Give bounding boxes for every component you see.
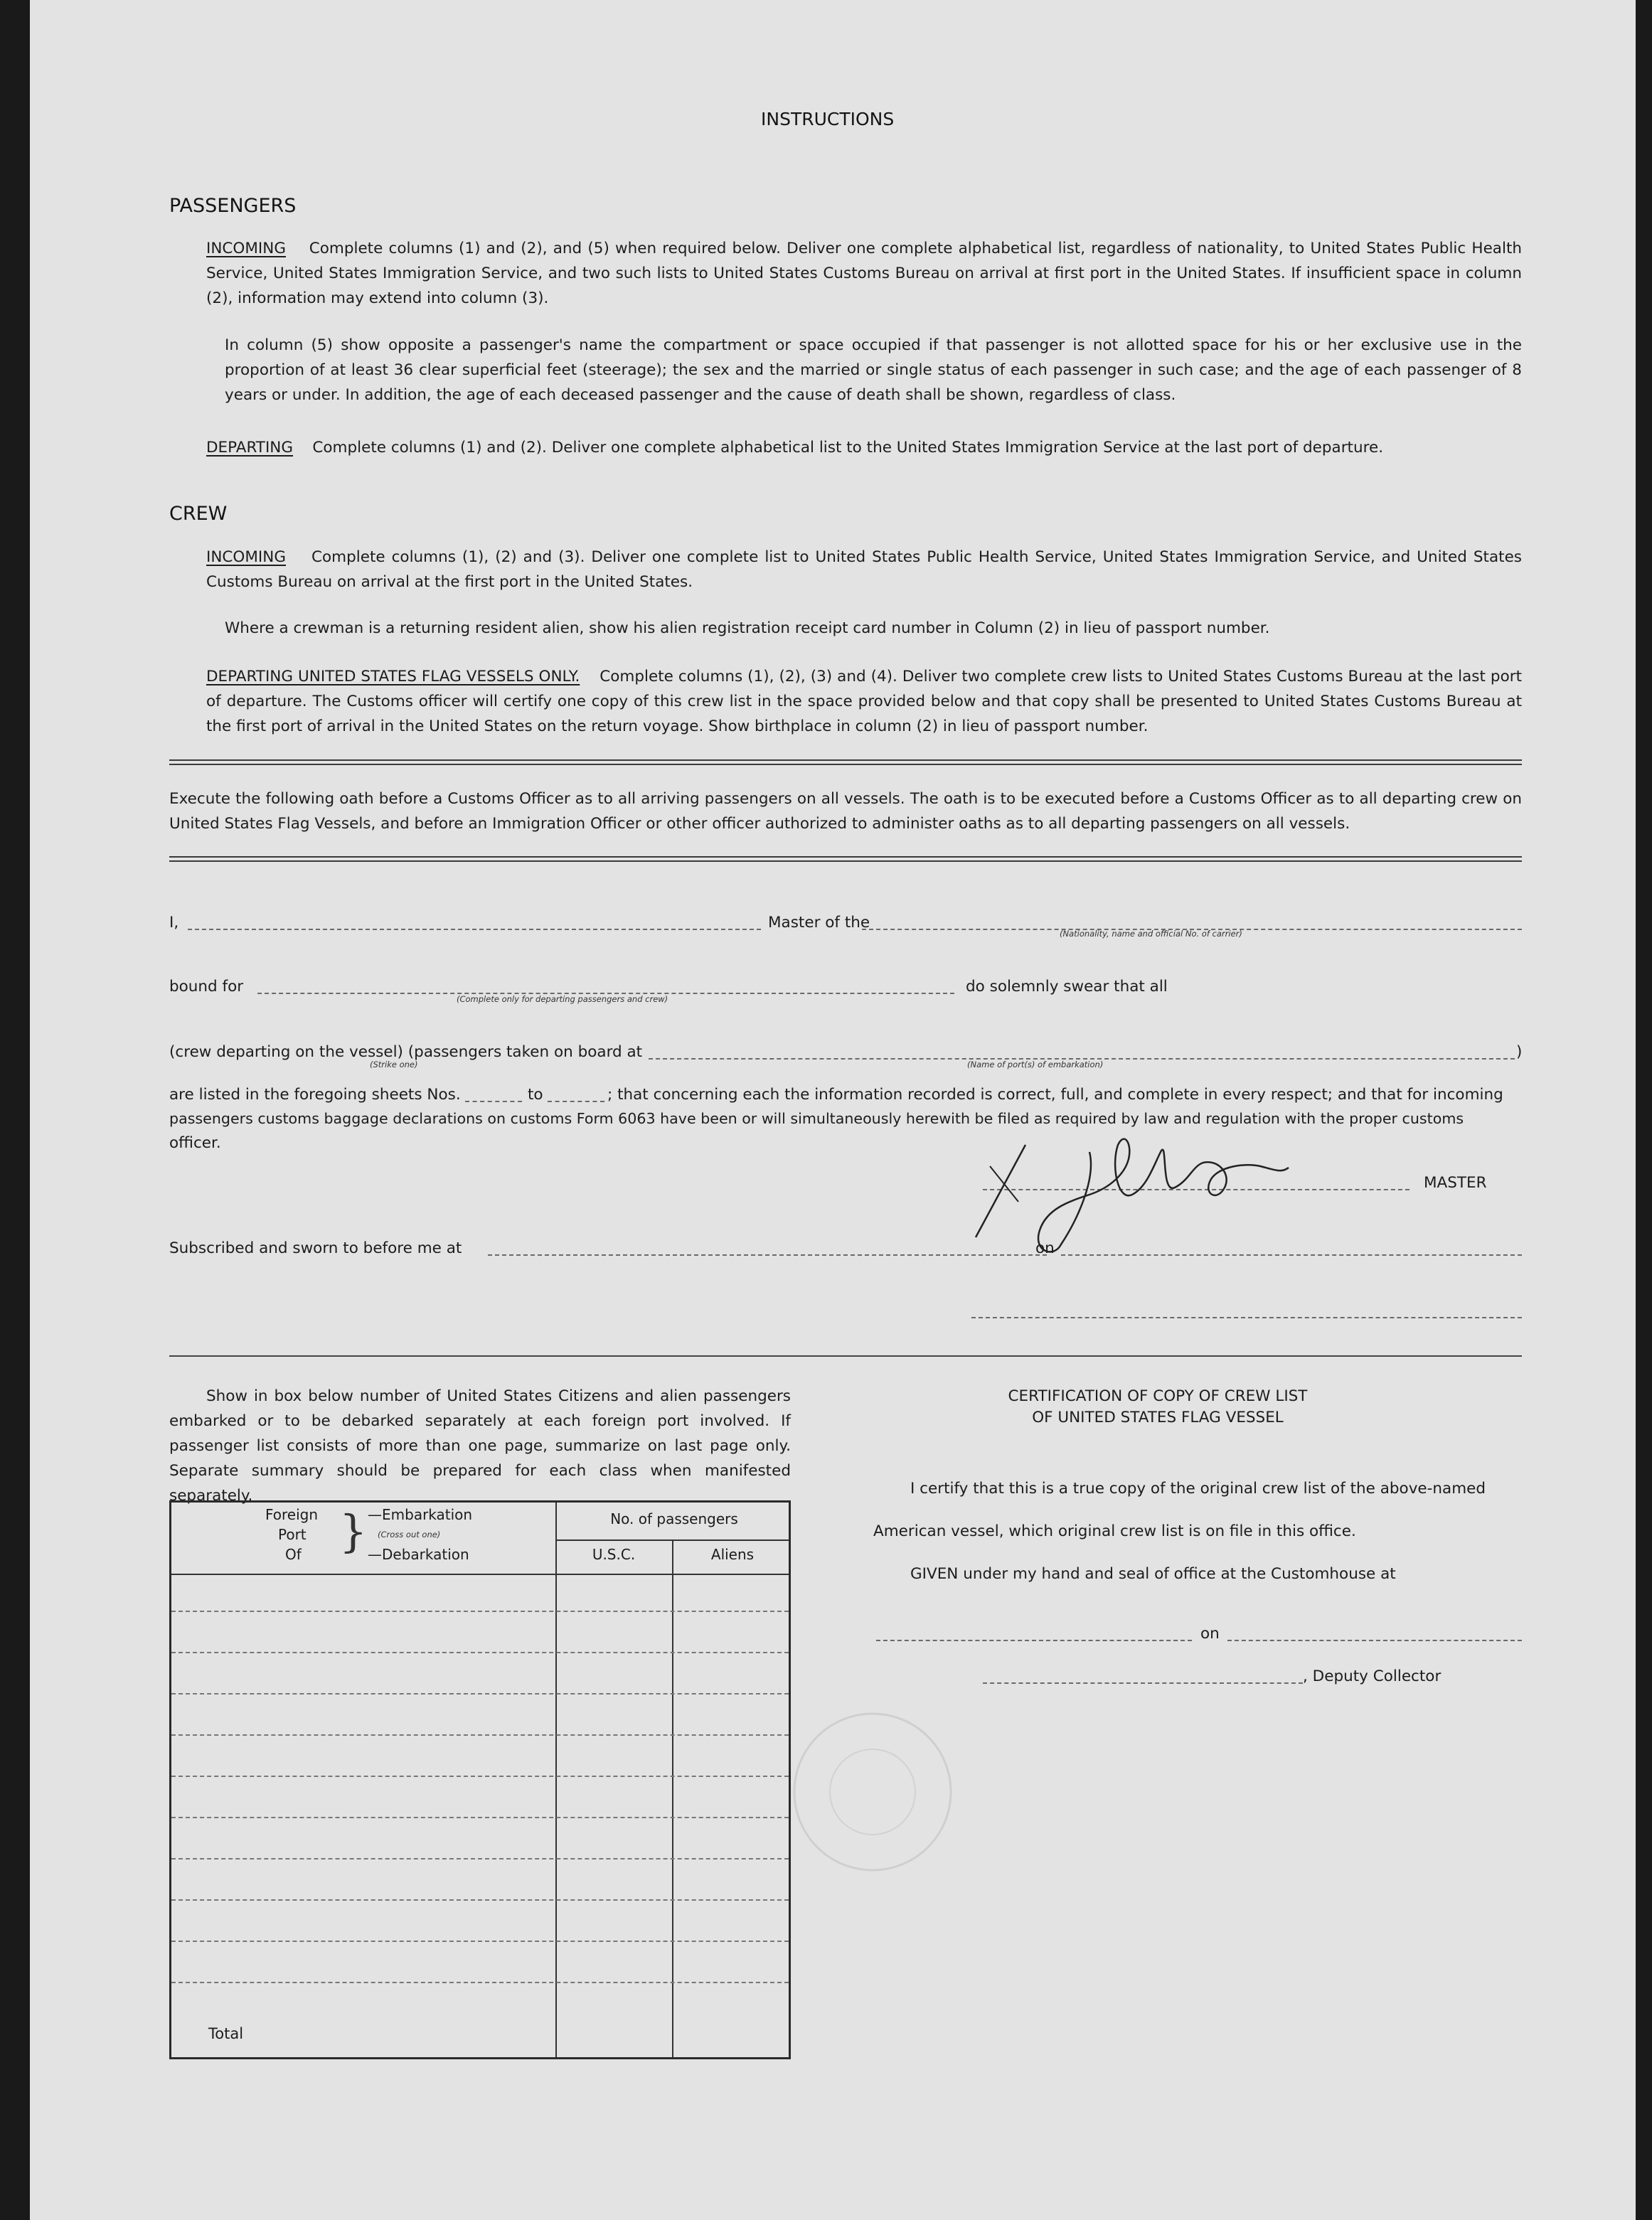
passengers-departing-text: Complete columns (1) and (2). Deliver one complete alphabetical list to the United States Immigration Service at the last port of departure. [312, 439, 1384, 457]
brace-icon: } [339, 1505, 368, 1557]
certify-on-label: on [1200, 1625, 1220, 1643]
column-divider [672, 1539, 673, 2057]
oath-i-label: I, [169, 914, 179, 932]
passengers-incoming-text: Complete columns (1) and (2), and (5) when required below. Deliver one complete alphabetical list, regardless of nationality, to United States Public Health Service, United States Immigration Service, and two such lists to United States Customs Bureau on arrival at first port in the United States. If insufficient space in column (2), information may extend into column (3). [206, 240, 1522, 307]
listed-text-b: ; that concerning each the information recorded is correct, full, and complete in every respect; and that for incoming [607, 1086, 1503, 1104]
crew-departing-label: DEPARTING UNITED STATES FLAG VESSELS ONLY. [206, 668, 580, 685]
crew-incoming-label: INCOMING [206, 548, 286, 566]
crew-incoming-text: Complete columns (1), (2) and (3). Deliver one complete list to United States Public Health Service, United States Immigration Service, and United States Customs Bureau on arrival at the first port in the United States. [206, 548, 1522, 591]
tally-row[interactable] [171, 1734, 789, 1736]
port-caption: (Name of port(s) of embarkation) [967, 1060, 1104, 1069]
certify-text-b: American vessel, which original crew list is on file in this office. [873, 1522, 1356, 1540]
certify-text-a: I certify that this is a true copy of the original crew list of the above-named [910, 1480, 1486, 1498]
tally-row[interactable] [171, 1817, 789, 1818]
sworn-on-label: on [1035, 1239, 1055, 1257]
strike-caption: (Strike one) [370, 1060, 418, 1069]
crew-departing-text: Complete columns (1), (2), (3) and (4). Deliver two complete crew lists to United States Customs Bureau at the last port of departure. The Customs officer will certify one copy of this crew list in the space provided below and that copy shall be presented to United States Customs Bureau at the first port of arrival in the United States on the return voyage. Show birthplace in column (2) in lieu of passport number. [206, 668, 1522, 735]
deputy-signature-field[interactable] [983, 1682, 1303, 1684]
close-paren: ) [1516, 1043, 1523, 1061]
debarkation-label: —Debarkation [368, 1546, 469, 1563]
passenger-tally-table [169, 1500, 791, 2059]
passengers-departing-label: DEPARTING [206, 439, 294, 457]
passengers-incoming-paragraph [206, 236, 1522, 311]
tally-row[interactable] [171, 1652, 789, 1653]
crew-departing-paragraph [206, 664, 1522, 739]
listed-text-a: are listed in the foregoing sheets Nos. [169, 1086, 461, 1104]
aliens-header: Aliens [710, 1546, 755, 1563]
column5-paragraph: In column (5) show opposite a passenger's name the compartment or space occupied if that passenger is not allotted space for his or her exclusive use in the proportion of at least 36 clear superficial feet (steerage); the sex and the married or single status of each passenger in such case; and the age of each passenger of 8 years or under. In addition, the age of each deceased passenger and the cause of death shall be shown, regardless of class. [225, 336, 1522, 404]
double-rule [169, 856, 1522, 862]
summary-instructions: Show in box below number of United States Citizens and alien passengers embarked or to be debarked separately at each foreign port involved. If passenger list consists of more than one page, summarize on last page only. Separate summary should be prepared for each class when manifested separately. [169, 1387, 791, 1505]
sworn-date-field[interactable] [1061, 1254, 1522, 1256]
certification-title-line1: CERTIFICATION OF COPY OF CREW LIST [1008, 1387, 1308, 1405]
tally-row[interactable] [171, 1982, 789, 1983]
certification-title-line2: OF UNITED STATES FLAG VESSEL [1032, 1409, 1284, 1426]
listed-to: to [528, 1086, 543, 1104]
bound-for-label: bound for [169, 978, 244, 996]
customs-seal-stamp [784, 1699, 961, 1884]
total-label: Total [208, 2025, 244, 2042]
nationality-caption: (Nationality, name and official No. of carrier) [1060, 929, 1242, 939]
oath-intro: Execute the following oath before a Customs Officer as to all arriving passengers on all vessels. The oath is to be executed before a Customs Officer as to all departing crew on United States Flag Vessels, and before an Immigration Officer or other officer authorized to administer oaths as to all departing passengers on all vessels. [169, 790, 1522, 833]
signature-scribble [947, 1124, 1345, 1266]
header-bottom-rule [171, 1574, 789, 1575]
certify-date-field[interactable] [1227, 1640, 1522, 1641]
passengers-heading: PASSENGERS [169, 195, 297, 217]
cross-out-caption: (Cross out one) [378, 1530, 441, 1539]
header-divider [555, 1539, 789, 1541]
crew-returning-paragraph: Where a crewman is a returning resident alien, show his alien registration receipt card number in Column (2) in lieu of passport number. [225, 619, 1270, 637]
given-text: GIVEN under my hand and seal of office at the Customhouse at [910, 1565, 1396, 1583]
bound-caption: (Complete only for departing passengers and crew) [457, 994, 668, 1004]
page-title: INSTRUCTIONS [761, 109, 895, 129]
deputy-collector-label: , Deputy Collector [1303, 1667, 1441, 1685]
master-of-label: Master of the [768, 914, 870, 932]
tally-row[interactable] [171, 1899, 789, 1901]
section-rule [169, 1355, 1522, 1357]
sheet-to-field[interactable] [548, 1101, 604, 1102]
crew-departing-text: (crew departing on the vessel) (passengers taken on board at [169, 1043, 643, 1061]
tally-row[interactable] [171, 1858, 789, 1859]
sheet-from-field[interactable] [465, 1101, 522, 1102]
officer-signature-field[interactable] [971, 1317, 1522, 1318]
tally-row[interactable] [171, 1693, 789, 1695]
no-passengers-header: No. of passengers [610, 1510, 738, 1527]
listed-text-d: officer. [169, 1134, 221, 1152]
port-label: Port [278, 1526, 307, 1543]
listed-text-c: passengers customs baggage declarations on customs Form 6063 have been or will simultaneously herewith be filed as required by law and regulation with the proper customs [169, 1110, 1464, 1127]
tally-row[interactable] [171, 1611, 789, 1612]
customhouse-field[interactable] [876, 1640, 1192, 1641]
subscribed-label: Subscribed and sworn to before me at [169, 1239, 462, 1257]
master-label: MASTER [1424, 1174, 1487, 1192]
passengers-incoming-label: INCOMING [206, 240, 286, 257]
crew-incoming-paragraph [206, 545, 1522, 594]
usc-header: U.S.C. [592, 1546, 636, 1563]
of-label: Of [285, 1546, 302, 1563]
sworn-place-field[interactable] [488, 1254, 1047, 1256]
column-divider [555, 1503, 557, 2057]
passengers-departing-paragraph [206, 435, 1522, 460]
embarkation-label: —Embarkation [368, 1506, 473, 1523]
tally-row[interactable] [171, 1776, 789, 1777]
tally-row[interactable] [171, 1941, 789, 1942]
document-page [30, 0, 1636, 2220]
swear-text: do solemnly swear that all [966, 978, 1168, 996]
double-rule [169, 759, 1522, 765]
master-name-field[interactable] [188, 929, 761, 930]
foreign-label: Foreign [265, 1506, 319, 1523]
crew-heading: CREW [169, 503, 228, 525]
